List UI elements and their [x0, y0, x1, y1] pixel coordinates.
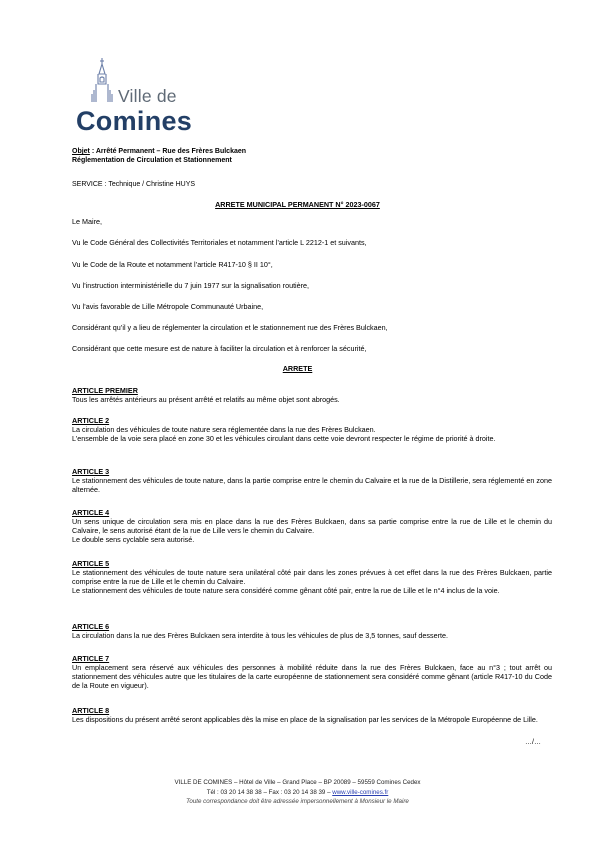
logo-comines-text: Comines	[76, 106, 193, 136]
article-heading: ARTICLE 8	[72, 706, 110, 715]
article-text: Le stationnement des véhicules de toute nature sera considéré comme gênant côté pair, entre la rue de Lille et le n°4 inclus de la voie.	[72, 586, 500, 595]
preamble-line: Le Maire,	[72, 217, 102, 226]
footer-notice: Toute correspondance doit être adressée impersonnellement à Monsieur le Maire	[186, 798, 409, 805]
page-footer	[0, 778, 595, 807]
preamble-line: Vu le Code Général des Collectivités Territoriales et notamment l’article L 2212-1 et suivants,	[72, 238, 367, 247]
article-6	[72, 622, 552, 640]
preamble-line: Considérant qu’il y a lieu de réglementer la circulation et le stationnement rue des Frères Bulckaen,	[72, 323, 388, 332]
website-link[interactable]: www.ville-comines.fr	[332, 788, 389, 796]
subject-label: Objet	[72, 148, 90, 155]
continuation-mark: …/…	[525, 739, 541, 746]
article-heading: ARTICLE 7	[72, 654, 110, 663]
article-text: Le double sens cyclable sera autorisé.	[72, 535, 195, 544]
article-1	[72, 386, 552, 404]
footer-contact	[0, 788, 595, 798]
article-text: Le stationnement des véhicules de toute nature, dans la partie comprise entre le chemin du Calvaire et la rue de la Distillerie, sera réglementé en zone alternée.	[72, 476, 552, 494]
article-text: La circulation dans la rue des Frères Bulckaen sera interdite à tous les véhicules de plus de 3,5 tonnes, sauf desserte.	[72, 631, 448, 640]
article-heading: ARTICLE 4	[72, 508, 110, 517]
article-text: Un sens unique de circulation sera mis en place dans la rue des Frères Bulckaen, dans sa partie comprise entre la rue de Lille et le chemin du Calvaire, le sens autorisé étant de la rue de Lille vers le chemin du Calvaire.	[72, 517, 552, 535]
footer-phone-fax: Tél : 03 20 14 38 38 – Fax : 03 20 14 38 39 –	[206, 788, 333, 796]
article-4	[72, 508, 552, 544]
article-text: L’ensemble de la voie sera placé en zone 30 et les véhicules circulant dans cette voie devront respecter le régime de priorité à droite.	[72, 434, 496, 443]
arrete-title: ARRETE	[282, 364, 313, 373]
article-heading: ARTICLE 3	[72, 467, 110, 476]
article-text: La circulation des véhicules de toute nature sera réglementée dans la rue des Frères Bulckaen.	[72, 425, 376, 434]
church-tower-icon	[90, 58, 116, 102]
footer-address: VILLE DE COMINES – Hôtel de Ville – Grand Place – BP 20089 – 59559 Comines Cedex	[174, 779, 421, 786]
preamble-line: Considérant que cette mesure est de nature à faciliter la circulation et à renforcer la sécurité,	[72, 344, 367, 353]
article-heading: ARTICLE 6	[72, 622, 110, 631]
preamble-line: Vu le Code de la Route et notamment l’article R417-10 § II 10°,	[72, 260, 273, 269]
article-text: Le stationnement des véhicules de toute nature sera unilatéral côté pair dans les zones prévues à cet effet dans la rue des Frères Bulckaen, partie comprise entre la rue de Lille et le chemin du Calvaire.	[72, 568, 552, 586]
comines-logo	[76, 56, 196, 142]
service-line: SERVICE : Technique / Christine HUYS	[72, 181, 196, 188]
logo-ville-text: Ville de	[118, 86, 177, 106]
article-3	[72, 467, 552, 494]
preamble-line: Vu l’avis favorable de Lille Métropole Communauté Urbaine,	[72, 302, 264, 311]
article-heading: ARTICLE PREMIER	[72, 386, 138, 395]
article-2	[72, 416, 552, 443]
subject-line2: Réglementation de Circulation et Stationnement	[72, 157, 232, 164]
article-8	[72, 706, 552, 724]
article-text: Les dispositions du présent arrêté seront applicables dès la mise en place de la signalisation par les services de la Métropole Européenne de Lille.	[72, 715, 538, 724]
article-5	[72, 559, 552, 595]
article-heading: ARTICLE 2	[72, 416, 110, 425]
preamble-line: Vu l’instruction interministérielle du 7 juin 1977 sur la signalisation routière,	[72, 281, 310, 290]
main-title: ARRETE MUNICIPAL PERMANENT N° 2023-0067	[215, 200, 380, 209]
article-heading: ARTICLE 5	[72, 559, 110, 568]
article-text: Un emplacement sera réservé aux véhicules des personnes à mobilité réduite dans la rue des Frères Bulckaen, face au n°3 ; tout arrêt ou stationnement des véhicules autre que les titulaires de la carte européenne de stationnement sera considéré comme gênant (article R417-10 du Code de la Route en vigueur).	[72, 663, 552, 690]
subject-block	[72, 147, 246, 165]
subject-text: : Arrêté Permanent – Rue des Frères Bulckaen	[89, 148, 247, 155]
article-text: Tous les arrêtés antérieurs au présent arrêté et relatifs au même objet sont abrogés.	[72, 395, 340, 404]
article-7	[72, 654, 552, 690]
